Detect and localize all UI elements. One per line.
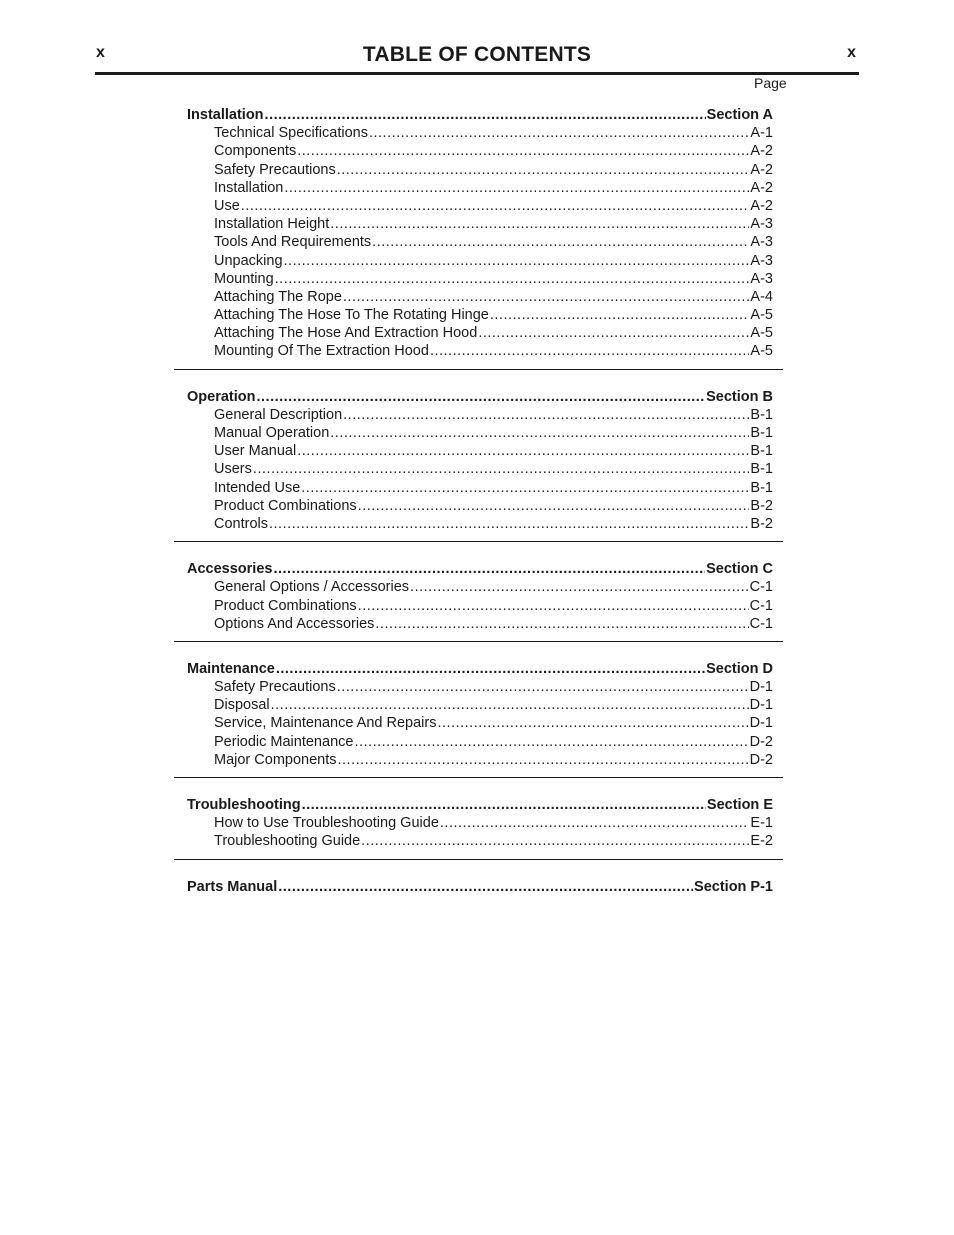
entry-page-number: A-2 — [750, 179, 773, 196]
toc-entry[interactable] — [187, 424, 773, 442]
toc-entry[interactable] — [187, 597, 773, 615]
section-reference: Section C — [706, 561, 773, 578]
toc-section-heading[interactable] — [187, 106, 773, 124]
toc-entry[interactable] — [187, 406, 773, 424]
table-of-contents — [187, 106, 773, 896]
entry-page-number: A-3 — [750, 252, 773, 269]
dot-leader — [337, 678, 749, 696]
section-title: Installation — [187, 107, 264, 123]
toc-entry[interactable] — [187, 751, 773, 769]
corner-mark-right: x — [847, 44, 856, 61]
dot-leader — [358, 497, 750, 515]
entry-label: User Manual — [214, 443, 297, 460]
entry-page-number: D-1 — [749, 715, 773, 732]
toc-entry[interactable] — [187, 442, 773, 460]
entry-label: Product Combinations — [214, 597, 357, 614]
toc-entry[interactable] — [187, 306, 773, 324]
entry-label: Tools And Requirements — [214, 234, 372, 251]
entry-page-number: B-1 — [750, 479, 773, 496]
page-header — [95, 40, 859, 75]
entry-label: Mounting — [214, 270, 274, 287]
toc-section — [187, 106, 773, 361]
entry-label: Major Components — [214, 751, 337, 768]
dot-leader — [372, 233, 749, 251]
dot-leader — [297, 442, 749, 460]
section-reference: Section E — [706, 797, 773, 813]
toc-entry[interactable] — [187, 733, 773, 751]
toc-entry[interactable] — [187, 832, 773, 850]
dot-leader — [437, 714, 748, 732]
dot-leader — [253, 460, 750, 478]
corner-mark-left: x — [96, 44, 105, 61]
dot-leader — [278, 878, 693, 896]
toc-entry[interactable] — [187, 497, 773, 515]
section-reference: Section A — [706, 107, 773, 123]
dot-leader — [276, 660, 705, 678]
entry-label: Disposal — [214, 697, 270, 714]
dot-leader — [440, 814, 750, 832]
dot-leader — [284, 179, 749, 197]
toc-entry[interactable] — [187, 696, 773, 714]
toc-entry[interactable] — [187, 252, 773, 270]
section-divider — [187, 361, 773, 388]
entry-label: General Description — [214, 406, 343, 423]
entry-label: Service, Maintenance And Repairs — [214, 715, 437, 732]
section-divider — [187, 769, 773, 796]
entry-label: Periodic Maintenance — [214, 733, 354, 750]
dot-leader — [375, 615, 748, 633]
dot-leader — [275, 270, 750, 288]
entry-label: Troubleshooting Guide — [214, 833, 361, 850]
toc-entry[interactable] — [187, 714, 773, 732]
entry-page-number: C-1 — [749, 597, 773, 614]
toc-entry[interactable] — [187, 324, 773, 342]
entry-page-number: D-1 — [749, 697, 773, 714]
dot-leader — [241, 197, 750, 215]
dot-leader — [354, 733, 748, 751]
dot-leader — [265, 106, 706, 124]
entry-page-number: C-1 — [749, 615, 773, 632]
divider-rule — [174, 369, 783, 370]
toc-entry[interactable] — [187, 142, 773, 160]
dot-leader — [297, 142, 749, 160]
toc-section-heading[interactable] — [187, 660, 773, 678]
toc-section — [187, 796, 773, 851]
entry-page-number: A-3 — [750, 234, 773, 251]
entry-label: Safety Precautions — [214, 679, 336, 696]
entry-label: Attaching The Hose To The Rotating Hinge — [214, 307, 489, 324]
toc-section-heading[interactable] — [187, 796, 773, 814]
toc-entry[interactable] — [187, 342, 773, 360]
toc-entry[interactable] — [187, 215, 773, 233]
dot-leader — [330, 215, 749, 233]
toc-entry[interactable] — [187, 270, 773, 288]
section-divider — [187, 633, 773, 660]
entry-page-number: A-1 — [750, 125, 773, 142]
divider-rule — [174, 859, 783, 860]
toc-entry[interactable] — [187, 233, 773, 251]
toc-entry[interactable] — [187, 460, 773, 478]
entry-label: Attaching The Rope — [214, 288, 342, 305]
page-title: TABLE OF CONTENTS — [362, 43, 592, 66]
section-reference: Section P-1 — [694, 878, 773, 895]
entry-page-number: B-1 — [750, 461, 773, 478]
dot-leader — [330, 424, 749, 442]
section-divider — [187, 533, 773, 560]
toc-entry[interactable] — [187, 197, 773, 215]
entry-label: General Options / Accessories — [214, 579, 410, 596]
entry-page-number: D-2 — [749, 751, 773, 768]
entry-page-number: B-1 — [750, 425, 773, 441]
toc-section — [187, 660, 773, 769]
toc-entry[interactable] — [187, 515, 773, 533]
entry-label: Product Combinations — [214, 497, 357, 514]
toc-entry[interactable] — [187, 288, 773, 306]
dot-leader — [284, 252, 750, 270]
entry-page-number: D-2 — [749, 733, 773, 750]
section-title: Maintenance — [187, 660, 275, 677]
entry-label: How to Use Troubleshooting Guide — [214, 815, 439, 832]
dot-leader — [343, 288, 750, 306]
entry-label: Attaching The Hose And Extraction Hood — [214, 325, 478, 342]
dot-leader — [271, 696, 749, 714]
section-title: Troubleshooting — [187, 797, 301, 813]
dot-leader — [343, 406, 749, 424]
toc-entry[interactable] — [187, 179, 773, 197]
dot-leader — [361, 832, 749, 850]
entry-label: Options And Accessories — [214, 615, 375, 632]
toc-entry[interactable] — [187, 678, 773, 696]
entry-page-number: A-5 — [750, 325, 773, 342]
entry-label: Installation — [214, 179, 284, 196]
entry-page-number: A-5 — [750, 307, 773, 324]
divider-rule — [174, 541, 783, 542]
entry-label: Technical Specifications — [214, 125, 368, 142]
entry-label: Manual Operation — [214, 425, 330, 441]
dot-leader — [369, 124, 749, 142]
toc-entry[interactable] — [187, 161, 773, 179]
toc-section — [187, 560, 773, 633]
section-divider — [187, 851, 773, 878]
toc-entry[interactable] — [187, 124, 773, 142]
entry-page-number: B-1 — [750, 443, 773, 460]
entry-page-number: B-2 — [750, 515, 773, 532]
dot-leader — [490, 306, 750, 324]
entry-page-number: E-1 — [750, 815, 773, 832]
toc-section — [187, 388, 773, 534]
dot-leader — [269, 515, 749, 533]
dot-leader — [301, 479, 749, 497]
dot-leader — [478, 324, 749, 342]
entry-label: Unpacking — [214, 252, 283, 269]
toc-entry[interactable] — [187, 615, 773, 633]
dot-leader — [410, 578, 749, 596]
entry-page-number: A-3 — [750, 216, 773, 233]
toc-entry[interactable] — [187, 578, 773, 596]
section-title: Accessories — [187, 561, 273, 578]
entry-page-number: C-1 — [749, 579, 773, 596]
divider-rule — [174, 641, 783, 642]
section-title: Parts Manual — [187, 878, 278, 895]
entry-page-number: D-1 — [749, 679, 773, 696]
dot-leader — [338, 751, 749, 769]
entry-page-number: A-4 — [750, 288, 773, 305]
entry-page-number: A-2 — [750, 161, 773, 178]
entry-label: Intended Use — [214, 479, 301, 496]
entry-page-number: A-3 — [750, 270, 773, 287]
entry-label: Use — [214, 197, 240, 214]
entry-page-number: A-5 — [750, 343, 773, 360]
entry-page-number: E-2 — [750, 833, 773, 850]
page-column-label: Page — [754, 75, 787, 91]
entry-label: Components — [214, 143, 297, 160]
dot-leader — [337, 161, 750, 179]
section-title: Operation — [187, 388, 256, 405]
entry-page-number: B-2 — [750, 497, 773, 514]
dot-leader — [358, 597, 749, 615]
dot-leader — [273, 560, 705, 578]
entry-label: Safety Precautions — [214, 161, 336, 178]
toc-entry[interactable] — [187, 479, 773, 497]
entry-page-number: A-2 — [750, 197, 773, 214]
entry-label: Installation Height — [214, 216, 330, 233]
entry-label: Mounting Of The Extraction Hood — [214, 343, 429, 360]
divider-rule — [174, 777, 783, 778]
toc-entry[interactable] — [187, 814, 773, 832]
section-reference: Section B — [706, 388, 773, 405]
entry-page-number: A-2 — [750, 143, 773, 160]
toc-section — [187, 878, 773, 896]
dot-leader — [430, 342, 749, 360]
toc-section-heading[interactable] — [187, 878, 773, 896]
toc-section-heading[interactable] — [187, 560, 773, 578]
entry-label: Users — [214, 461, 252, 478]
toc-section-heading[interactable] — [187, 388, 773, 406]
section-reference: Section D — [706, 660, 773, 677]
entry-label: Controls — [214, 515, 268, 532]
dot-leader — [302, 796, 706, 814]
entry-page-number: B-1 — [750, 406, 773, 423]
dot-leader — [256, 388, 705, 406]
